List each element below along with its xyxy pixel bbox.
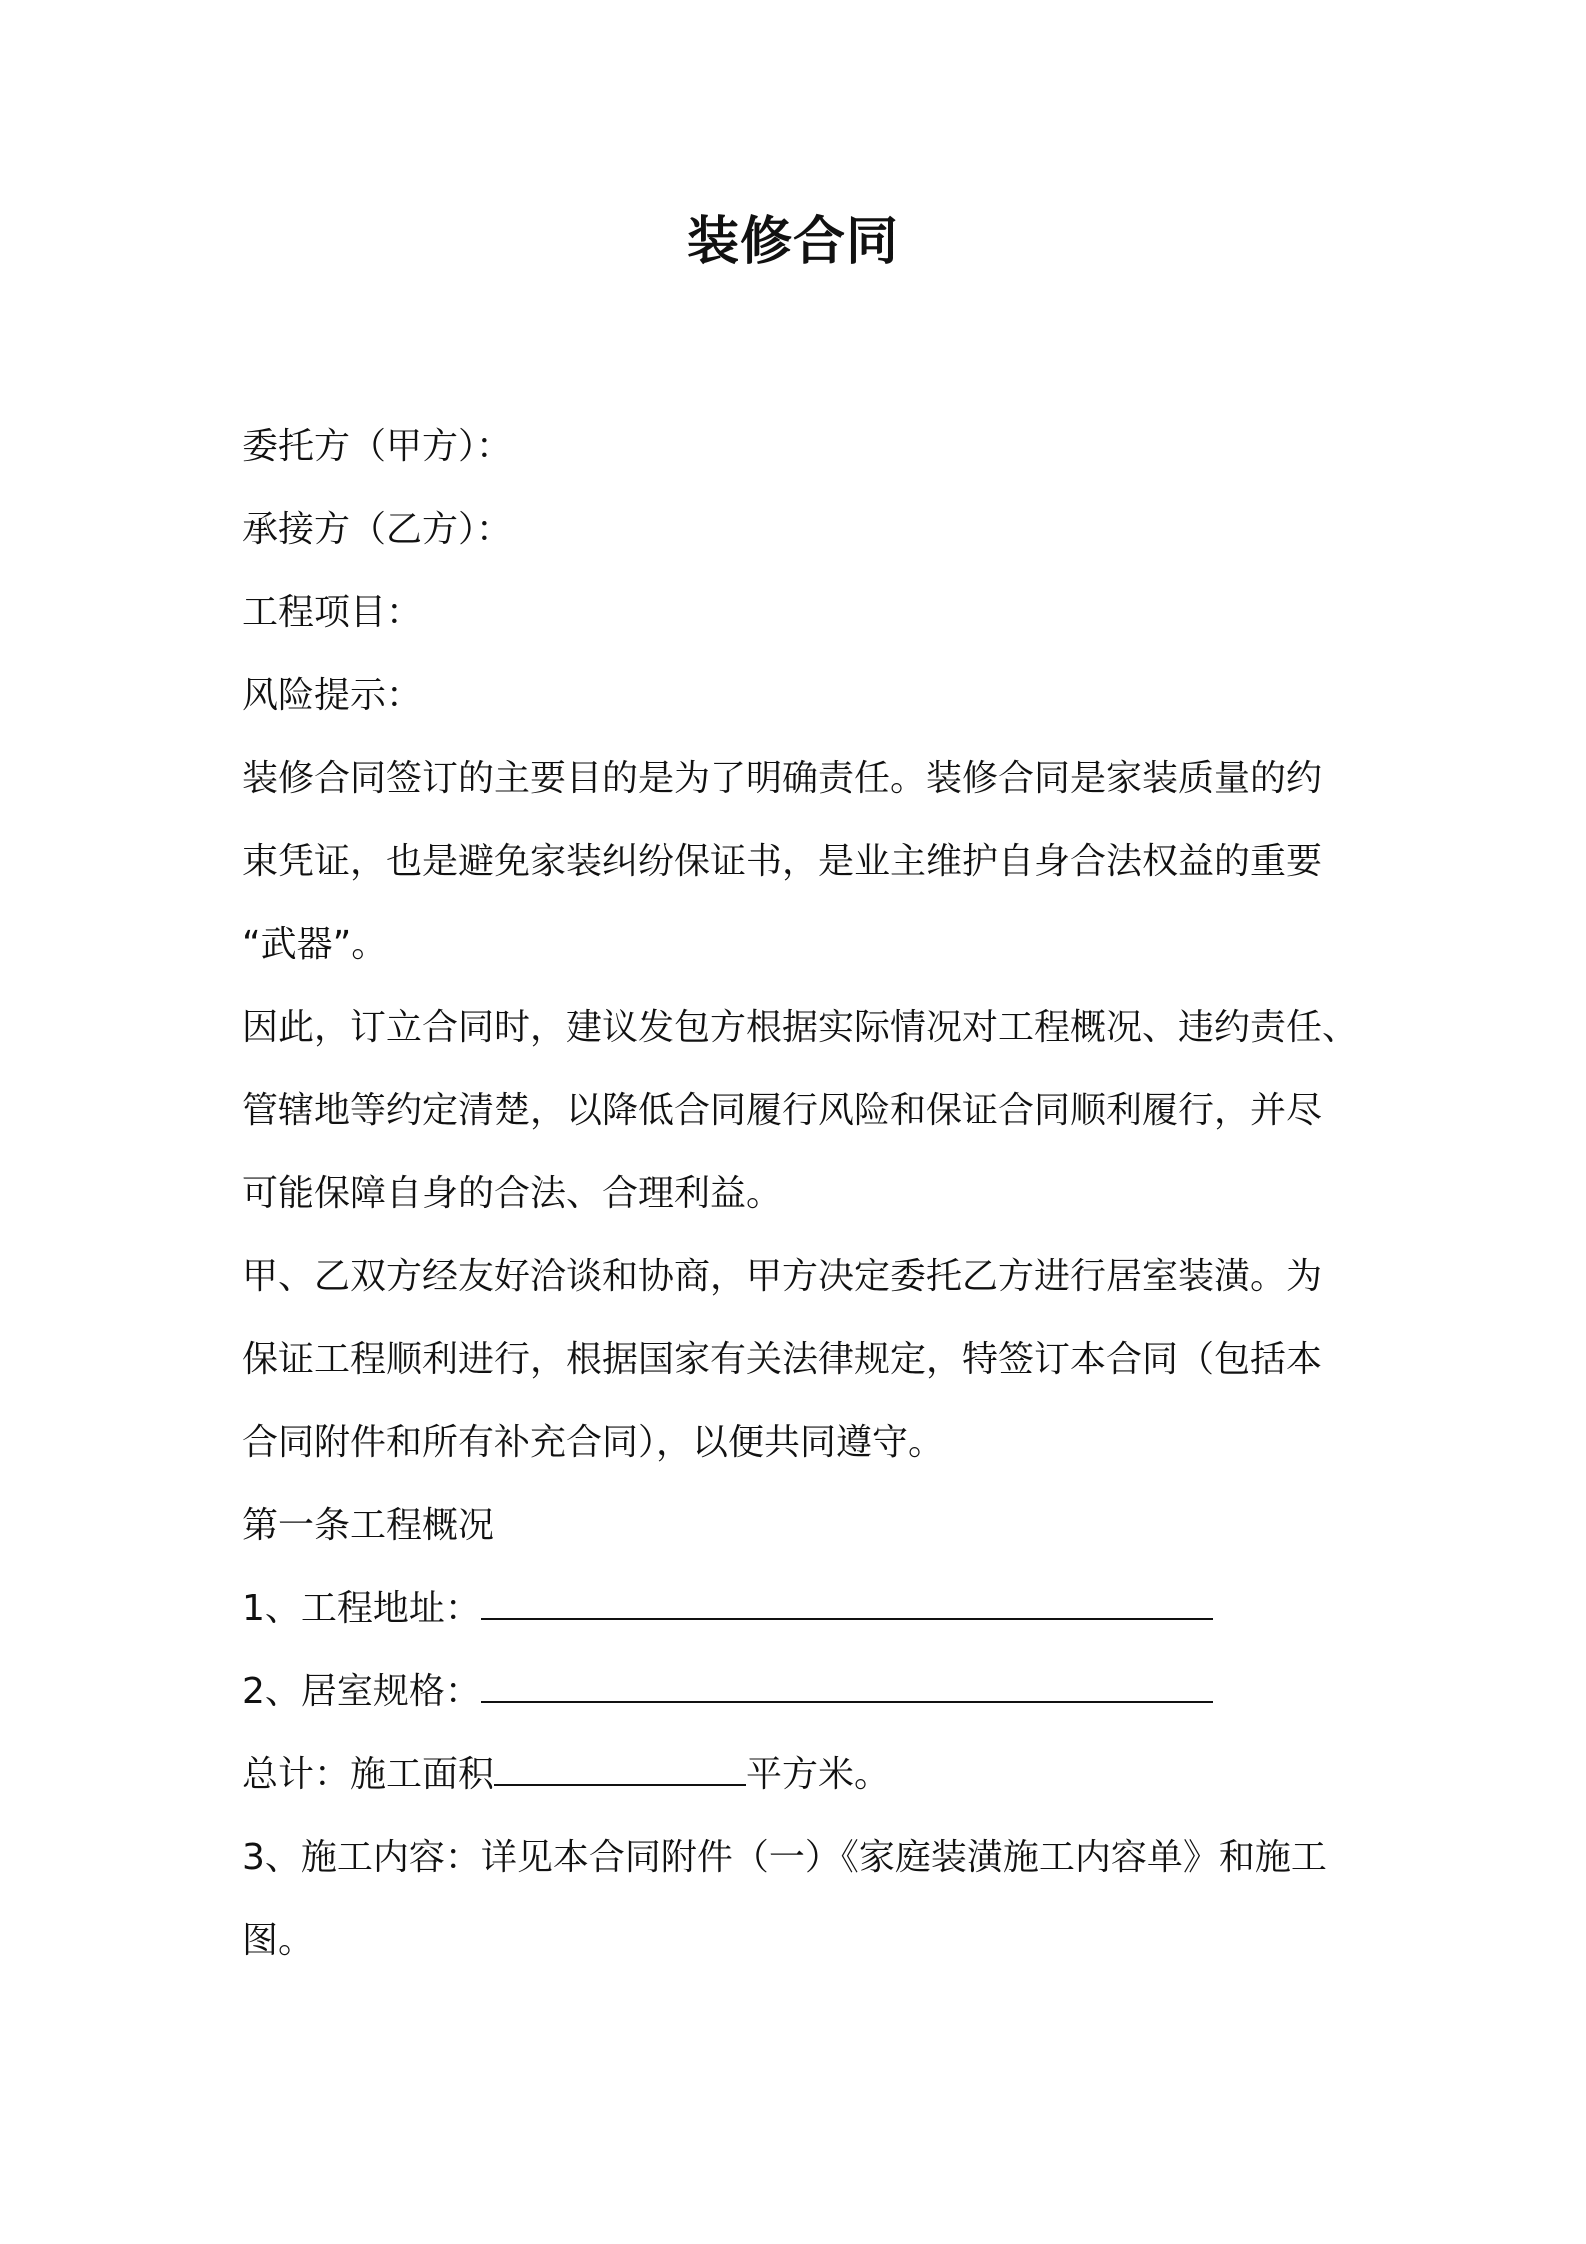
paragraph-line: 保证工程顺利进行，根据国家有关法律规定，特签订本合同（包括本 <box>242 1339 1323 1380</box>
party-a-field: 委托方（甲方）： <box>242 426 513 467</box>
spec-label: 2、居室规格： <box>242 1671 481 1712</box>
construction-content <box>242 1816 1362 1982</box>
paragraph-line: “武器”。 <box>242 924 388 965</box>
document-body <box>242 405 1362 1982</box>
document-title: 装修合同 <box>686 212 899 272</box>
paragraph-line: 因此，订立合同时，建议发包方根据实际情况对工程概况、违约责任、 <box>242 1007 1359 1048</box>
risk-heading: 风险提示： <box>242 675 423 716</box>
address-label: 1、工程地址： <box>242 1588 481 1629</box>
risk-paragraph-1 <box>242 737 1362 986</box>
spec-row <box>242 1650 1362 1733</box>
risk-paragraph-2 <box>242 986 1362 1235</box>
agreement-paragraph <box>242 1235 1362 1484</box>
paragraph-line: 装修合同签订的主要目的是为了明确责任。装修合同是家装质量的约 <box>242 758 1323 799</box>
paragraph-line: 可能保障自身的合法、合理利益。 <box>242 1173 783 1214</box>
area-blank <box>494 1742 746 1786</box>
paragraph-line: 3、施工内容：详见本合同附件（一）《家庭装潢施工内容单》和施工 <box>242 1837 1327 1878</box>
project-field: 工程项目： <box>242 592 423 633</box>
spec-blank <box>481 1659 1213 1703</box>
party-b-field: 承接方（乙方）： <box>242 509 513 550</box>
paragraph-line: 束凭证，也是避免家装纠纷保证书，是业主维护自身合法权益的重要 <box>242 841 1323 882</box>
paragraph-line: 管辖地等约定清楚，以降低合同履行风险和保证合同顺利履行，并尽 <box>242 1090 1323 1131</box>
article-one-heading: 第一条工程概况 <box>242 1505 495 1546</box>
total-prefix: 总计：施工面积 <box>242 1754 495 1795</box>
address-row <box>242 1567 1362 1650</box>
paragraph-line: 甲、乙双方经友好洽谈和协商，甲方决定委托乙方进行居室装潢。为 <box>242 1256 1323 1297</box>
paragraph-line: 合同附件和所有补充合同），以便共同遵守。 <box>242 1422 945 1463</box>
paragraph-line: 图。 <box>242 1920 315 1961</box>
total-area-row <box>242 1733 1362 1816</box>
total-suffix: 平方米。 <box>746 1754 891 1795</box>
address-blank <box>481 1576 1213 1620</box>
